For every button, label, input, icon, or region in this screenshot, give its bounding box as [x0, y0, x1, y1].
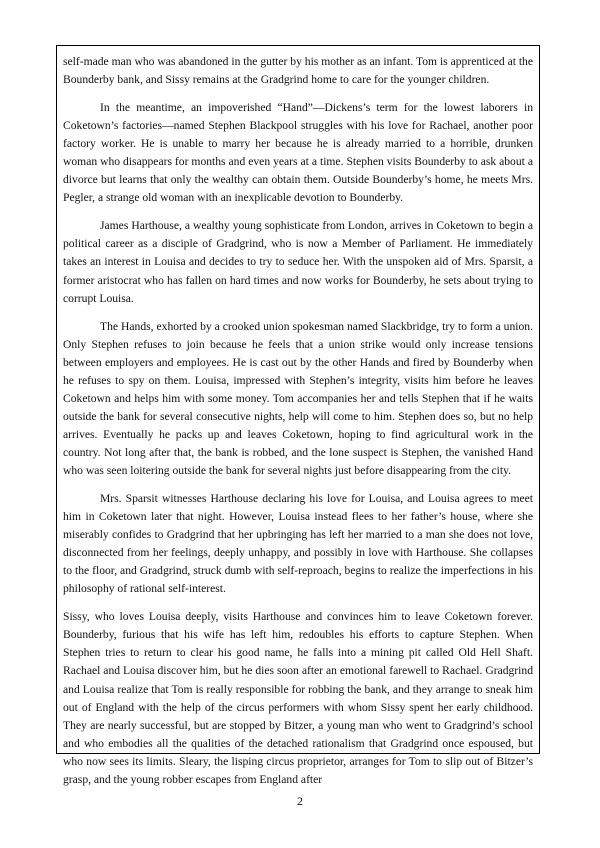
- paragraph-1: self-made man who was abandoned in the gutter by his mother as an infant. Tom is apprenticed at the Bounderby bank, and Sissy remains at the Gradgrind home to care for the younger children.: [63, 55, 533, 87]
- paragraph-5: Mrs. Sparsit witnesses Harthouse declaring his love for Louisa, and Louisa agrees to meet him in Coketown later that night. However, Louisa instead flees to her father’s house, where she miserably confides to Gradgrind that her upbringing has left her married to a man she does not love, disconnected from her feelings, deeply unhappy, and possibly in love with Harthouse. She collapses to the floor, and Gradgrind, struck dumb with self-reproach, begins to realize the imperfections in his philosophy of rational self-interest.: [63, 492, 533, 596]
- paragraph-2: In the meantime, an impoverished “Hand”—Dickens’s term for the lowest laborers in Coketown’s factories—named Stephen Blackpool struggles with his love for Rachael, another poor factory worker. He is unable to marry her because he is already married to a horrible, drunken woman who disappears for months and even years at a time. Stephen visits Bounderby to ask about a divorce but learns that only the wealthy can obtain them. Outside Bounderby’s home, he meets Mrs. Pegler, a strange old woman with an inexplicable devotion to Bounderby.: [63, 101, 533, 205]
- page-number: 2: [297, 794, 303, 808]
- paragraph-6: Sissy, who loves Louisa deeply, visits Harthouse and convinces him to leave Coketown forever. Bounderby, furious that his wife has left him, redoubles his efforts to capture Stephen. When Stephen tries to return to clear his good name, he falls into a mining pit called Old Hell Shaft. Rachael and Louisa discover him, but he dies soon after an emotional farewell to Rachael. Gradgrind and Louisa realize that Tom is really responsible for robbing the bank, and they arrange to sneak him out of England with the help of the circus performers with whom Sissy spent her early childhood. They are nearly successful, but are stopped by Bitzer, a young man who went to Gradgrind’s school and who embodies all the qualities of the detached rationalism that Gradgrind once espoused, but who now sees its limits. Sleary, the lisping circus proprietor, arranges for Tom to slip out of Bitzer’s grasp, and the young robber escapes from England after: [63, 610, 533, 786]
- paragraph-3: James Harthouse, a wealthy young sophisticate from London, arrives in Coketown to begin a political career as a disciple of Gradgrind, who is now a Member of Parliament. He immediately takes an interest in Louisa and decides to try to seduce her. With the unspoken aid of Mrs. Sparsit, a former aristocrat who has fallen on hard times and now works for Bounderby, he sets about trying to corrupt Louisa.: [63, 219, 533, 305]
- document-body: [57, 46, 539, 789]
- text-frame: [56, 45, 540, 786]
- paragraph-4: The Hands, exhorted by a crooked union spokesman named Slackbridge, try to form a union. Only Stephen refuses to join because he feels that a union strike would only increase tensions between employers and employees. He is cast out by the other Hands and fired by Bounderby when he refuses to spy on them. Louisa, impressed with Stephen’s integrity, visits him before he leaves Coketown and helps him with some money. Tom accompanies her and tells Stephen that if he waits outside the bank for several consecutive nights, help will come to him. Stephen does so, but no help arrives. Eventually he packs up and leaves Coketown, hoping to find agricultural work in the country. Not long after that, the bank is robbed, and the lone suspect is Stephen, the vanished Hand who was seen loitering outside the bank for several nights just before disappearing from the city.: [63, 319, 533, 477]
